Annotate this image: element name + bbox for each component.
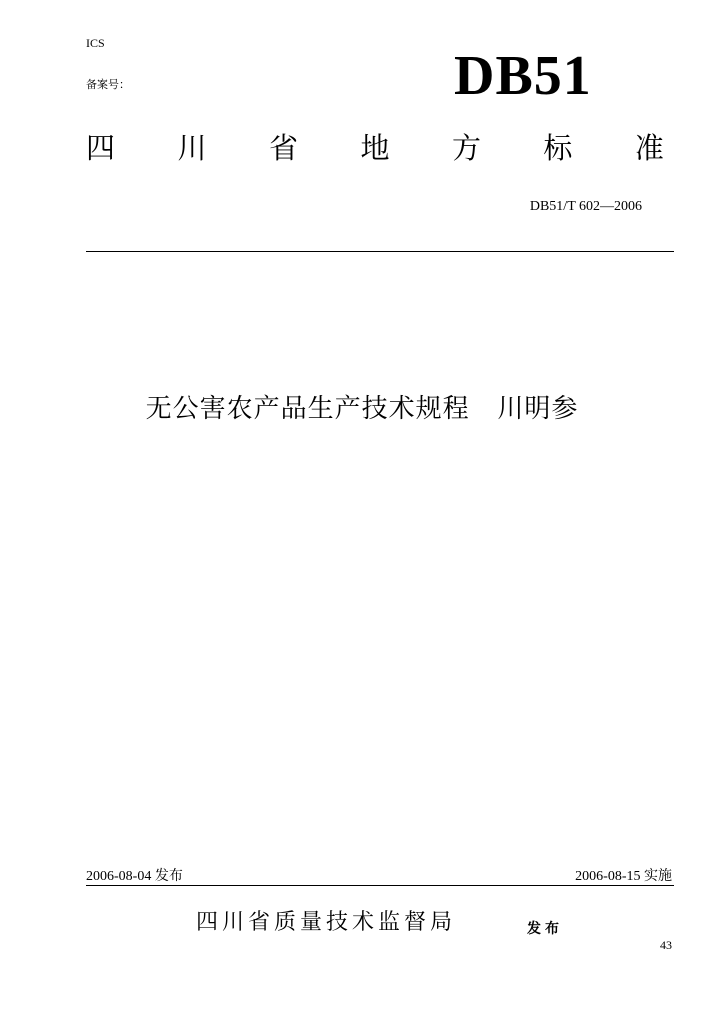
record-number-label: 备案号： — [86, 78, 130, 91]
title-char: 方 — [451, 131, 481, 165]
top-divider — [86, 251, 674, 252]
title-char: 四 — [86, 131, 116, 165]
title-char: 地 — [360, 131, 390, 165]
standard-code: DB51 — [454, 45, 592, 107]
title-char: 省 — [268, 131, 298, 165]
title-char: 标 — [543, 131, 573, 165]
ics-label: ICS — [86, 36, 105, 50]
document-title: 无公害农产品生产技术规程 川明参 — [145, 394, 579, 424]
title-char: 川 — [177, 131, 207, 165]
issuing-authority: 四川省质量技术监督局 — [196, 910, 457, 935]
page-number: 43 — [660, 938, 672, 952]
standard-category-title — [86, 131, 664, 165]
standard-number: DB51/T 602—2006 — [529, 199, 642, 214]
implement-date: 2006-08-15 实施 — [575, 869, 672, 884]
title-char: 准 — [634, 131, 664, 165]
publish-date: 2006-08-04 发布 — [86, 869, 183, 884]
issuing-suffix: 发布 — [527, 921, 563, 937]
bottom-divider — [86, 885, 674, 886]
